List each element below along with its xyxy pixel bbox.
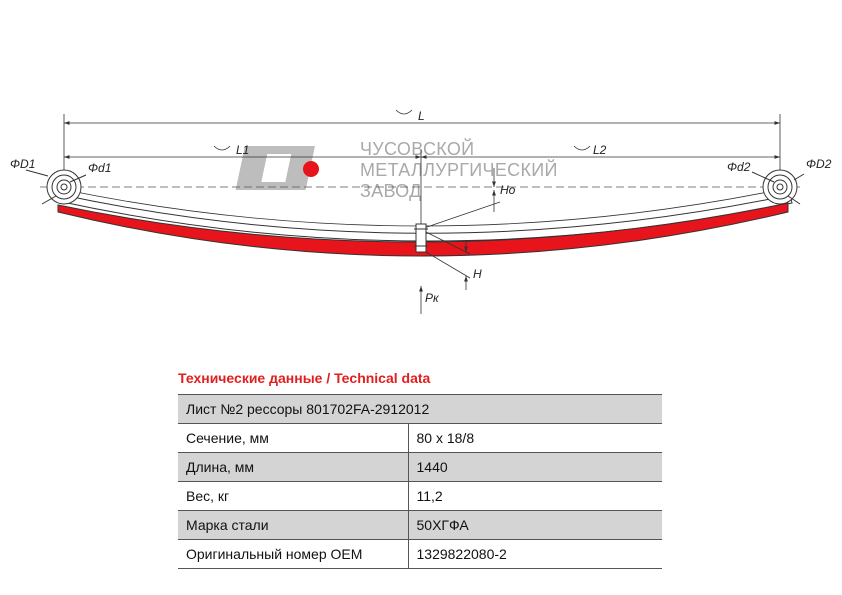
table-row <box>178 511 662 540</box>
label-length: L <box>418 109 425 123</box>
table-row <box>178 453 662 482</box>
logo-line-3: ЗАВОД <box>360 181 422 201</box>
logo-line-1: ЧУСОВСКОЙ <box>360 139 475 159</box>
label-length-right: L2 <box>593 143 607 157</box>
label-length-left: L1 <box>236 143 250 157</box>
label-inner-dia-left: Φd1 <box>88 161 112 175</box>
center-bolt <box>416 224 426 252</box>
row-value: 1329822080-2 <box>408 540 662 569</box>
technical-data-title: Технические данные / Technical data <box>178 370 431 386</box>
label-outer-dia-left: ΦD1 <box>10 157 36 171</box>
logo-line-2: МЕТАЛЛУРГИЧЕСКИЙ <box>360 160 558 180</box>
technical-data-table <box>178 394 662 569</box>
row-value: 80 x 18/8 <box>408 424 662 453</box>
row-label: Сечение, мм <box>178 424 408 453</box>
row-value: 11,2 <box>408 482 662 511</box>
table-header-cell: Лист №2 рессоры 801702FA-2912012 <box>178 395 662 424</box>
row-value: 1440 <box>408 453 662 482</box>
right-eye <box>752 170 804 204</box>
logo-emblem-dot <box>303 161 319 177</box>
table-row <box>178 424 662 453</box>
label-arc-height: Hо <box>500 183 516 197</box>
spring-leaves <box>58 190 792 256</box>
label-inner-dia-right: Φd2 <box>727 160 751 174</box>
table-row <box>178 540 662 569</box>
label-outer-dia-right: ΦD2 <box>806 157 832 171</box>
row-label: Оригинальный номер OEM <box>178 540 408 569</box>
label-thickness: H <box>473 267 482 281</box>
row-label: Марка стали <box>178 511 408 540</box>
row-value: 50ХГФА <box>408 511 662 540</box>
table-row <box>178 482 662 511</box>
label-load: Pк <box>425 291 439 305</box>
row-label: Длина, мм <box>178 453 408 482</box>
table-header-row <box>178 395 662 424</box>
row-label: Вес, кг <box>178 482 408 511</box>
